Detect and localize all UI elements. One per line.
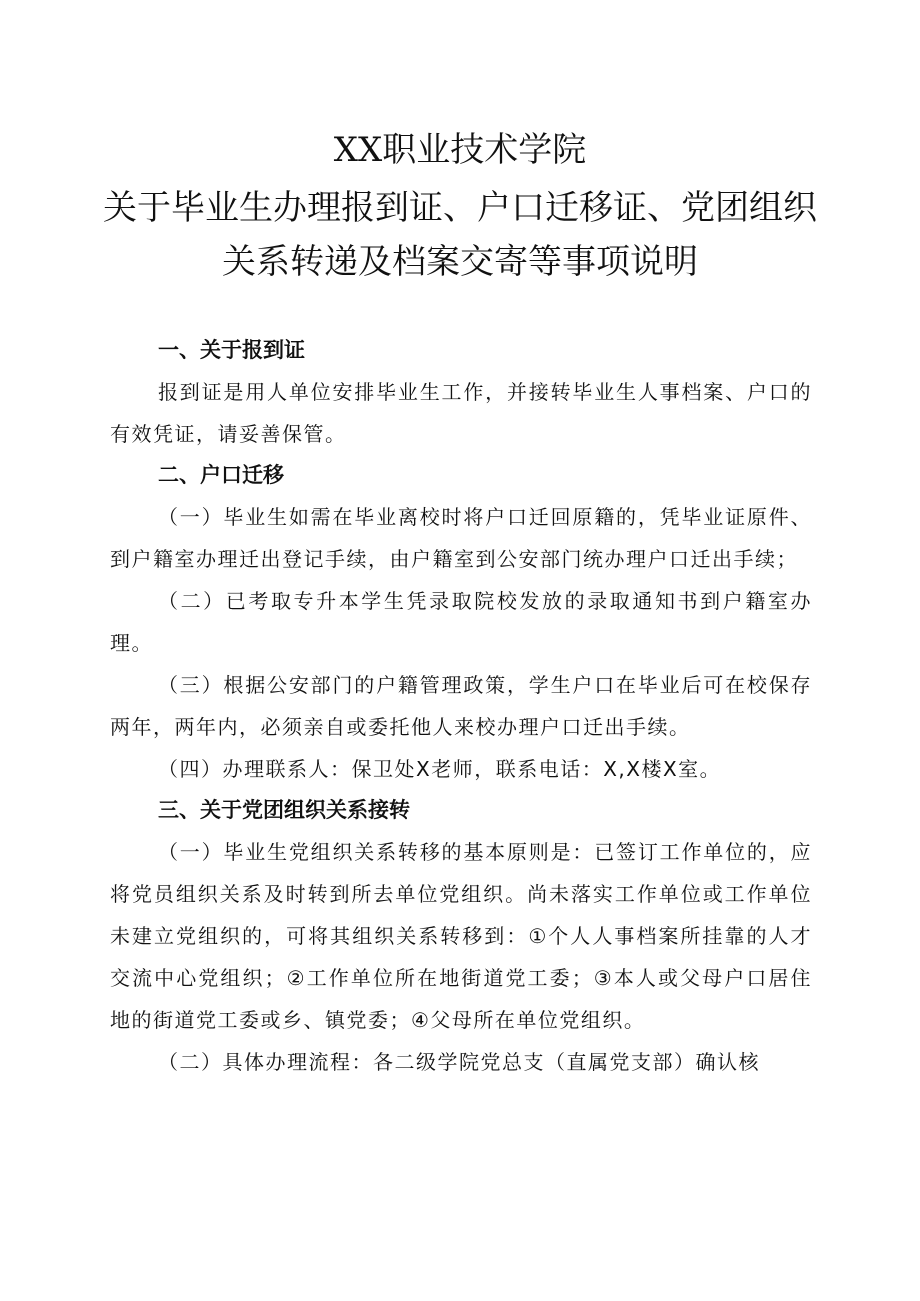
paragraph: （四）办理联系人：保卫处X老师，联系电话：X,X楼X室。 [158,757,722,781]
document-title-line-3 [0,235,920,289]
title-text-2: 关于毕业生办理报到证、户口迁移证、党团组织 [103,188,817,228]
paragraph: （三）根据公安部门的户籍管理政策，学生户口在毕业后可在校保存两年，两年内，必须亲自或委托他人来校办理户口迁出手续。 [110,673,812,739]
paragraph: （二）具体办理流程：各二级学院党总支（直属党支部）确认核 [158,1050,760,1074]
paragraph: 报到证是用人单位安排毕业生工作，并接转毕业生人事档案、户口的有效凭证，请妥善保管。 [110,380,812,446]
section-heading-household-transfer: 二、户口迁移 [158,463,284,487]
document-title-line-1 [0,123,920,177]
paragraph: （一）毕业生如需在毕业离校时将户口迁回原籍的，凭毕业证原件、到户籍室办理迁出登记手续，由户籍室到公安部门统办理户口迁出手续； [110,505,812,571]
section-heading-registration-certificate: 一、关于报到证 [158,338,305,362]
title-text-1: XX职业技术学院 [333,130,587,170]
document-title-line-2 [0,181,920,235]
title-text-3: 关系转递及档案交寄等事项说明 [222,242,698,282]
section-heading-party-league-transfer: 三、关于党团组织关系接转 [158,798,410,822]
paragraph: （一）毕业生党组织关系转移的基本原则是：已签订工作单位的，应将党员组织关系及时转到所去单位党组织。尚未落实工作单位或工作单位未建立党组织的，可将其组织关系转移到：①个人人事档案所挂靠的人才交流中心党组织；②工作单位所在地街道党工委；③本人或父母户口居住地的街道党工委或乡、镇党委；④父母所在单位党组织。 [110,840,812,1032]
paragraph: （二）已考取专升本学生凭录取院校发放的录取通知书到户籍室办理。 [110,589,812,655]
document-body [110,330,812,1083]
